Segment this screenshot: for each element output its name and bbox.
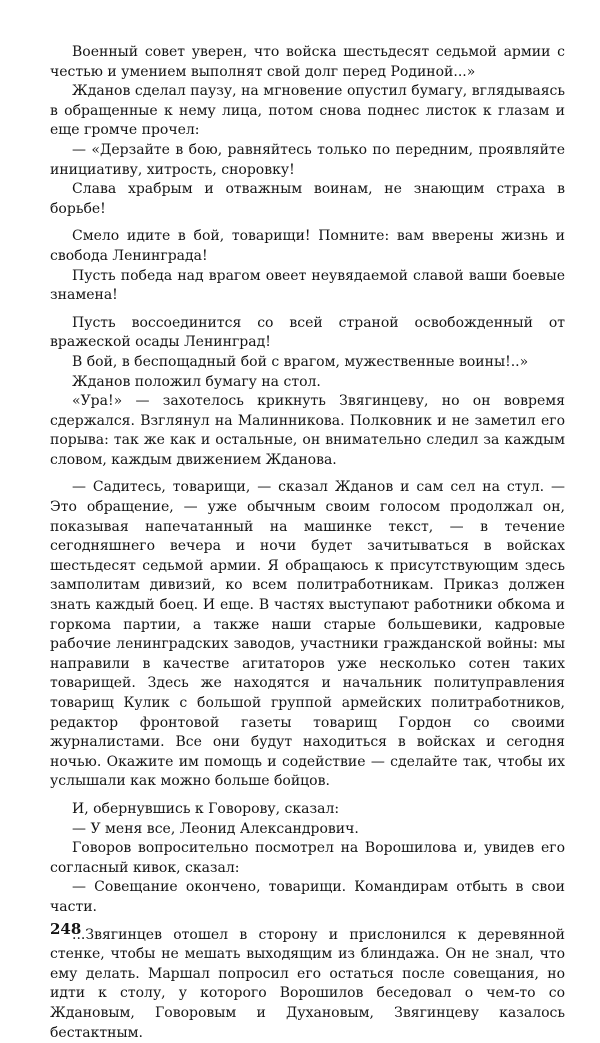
paragraph-14: Говоров вопросительно посмотрел на Ворошилова и, увидев его согласный кивок, сказал: [50, 840, 565, 876]
paragraph-6: Пусть победа над врагом овеет неувядаемой славой ваши боевые знамена! [50, 267, 565, 304]
page-number: 248 [50, 920, 82, 938]
paragraph-13: — У меня все, Леонид Александрович. [72, 820, 359, 837]
paragraph-10: «Ура!» — захотелось крикнуть Звягинцеву, но он вовремя сдержался. Взглянул на Малинникова. Полковник и не заметил его порыва: так же как и остальные, он внимательно следил за каждым словом, каждым движением Жданова. [50, 393, 565, 468]
paragraph-3: — «Дерзайте в бою, равняйтесь только по передним, проявляйте инициативу, хитрость, сноровку! [50, 141, 565, 178]
paragraph-2: Жданов сделал паузу, на мгновение опустил бумагу, вглядываясь в обращенные к нему лица, потом снова поднес листок к глазам и еще громче прочел: [50, 83, 565, 139]
book-page [50, 43, 565, 1041]
paragraph-15: — Совещание окончено, товарищи. Командирам отбыть в свои части. [50, 879, 565, 915]
paragraph-9: Жданов положил бумагу на стол. [72, 373, 321, 390]
paragraph-4: Слава храбрым и отважным воинам, не знающим страха в борьбе! [50, 181, 565, 217]
paragraph-12: И, обернувшись к Говорову, сказал: [72, 800, 340, 817]
paragraph-5: Смело идите в бой, товарищи! Помните: вам вверены жизнь и свобода Ленинграда! [50, 228, 565, 264]
paragraph-7: Пусть воссоединится со всей страной освобожденный от вражеской осады Ленинград! [50, 314, 565, 351]
paragraph-16: ...Звягинцев отошел в сторону и прислонился к деревянной стенке, чтобы не мешать выходящим из блиндажа. Он не знал, что ему делать. Маршал попросил его остаться после совещания, но идти к столу, у которого Ворошилов беседовал о чем-то со Ждановым, Говоровым и Духановым, Звягинцеву казалось бестактным. [50, 926, 565, 1041]
paragraph-11: — Садитесь, товарищи, — сказал Жданов и сам сел на стул. — Это обращение, — уже обычным своим голосом продолжал он, показывая напечатанный на машинке текст, — в течение сегодняшнего вечера и ночи будет зачитываться в войсках шестьдесят седьмой армии. Я обращаюсь к присутствующим здесь замполитам дивизий, ко всем политработникам. Приказ должен знать каждый боец. И еще. В частях выступают работники обкома и горкома партии, а также наши старые большевики, кадровые рабочие ленинградских заводов, участники гражданской войны: мы направили в качестве агитаторов уже несколько сотен таких товарищей. Здесь же находятся и начальник политуправления товарищ Кулик с большой группой армейских политработников, редактор фронтовой газеты товарищ Гордон со своими журналистами. Все они будут находиться в войсках и сегодня ночью. Окажите им помощь и содействие — сделайте так, чтобы их услышали как можно больше бойцов. [50, 479, 565, 790]
paragraph-8: В бой, в беспощадный бой с врагом, мужественные воины!..» [72, 353, 529, 370]
paragraph-1: Военный совет уверен, что войска шестьдесят седьмой армии с честью и умением выполнят свой долг перед Родиной...» [50, 44, 565, 80]
